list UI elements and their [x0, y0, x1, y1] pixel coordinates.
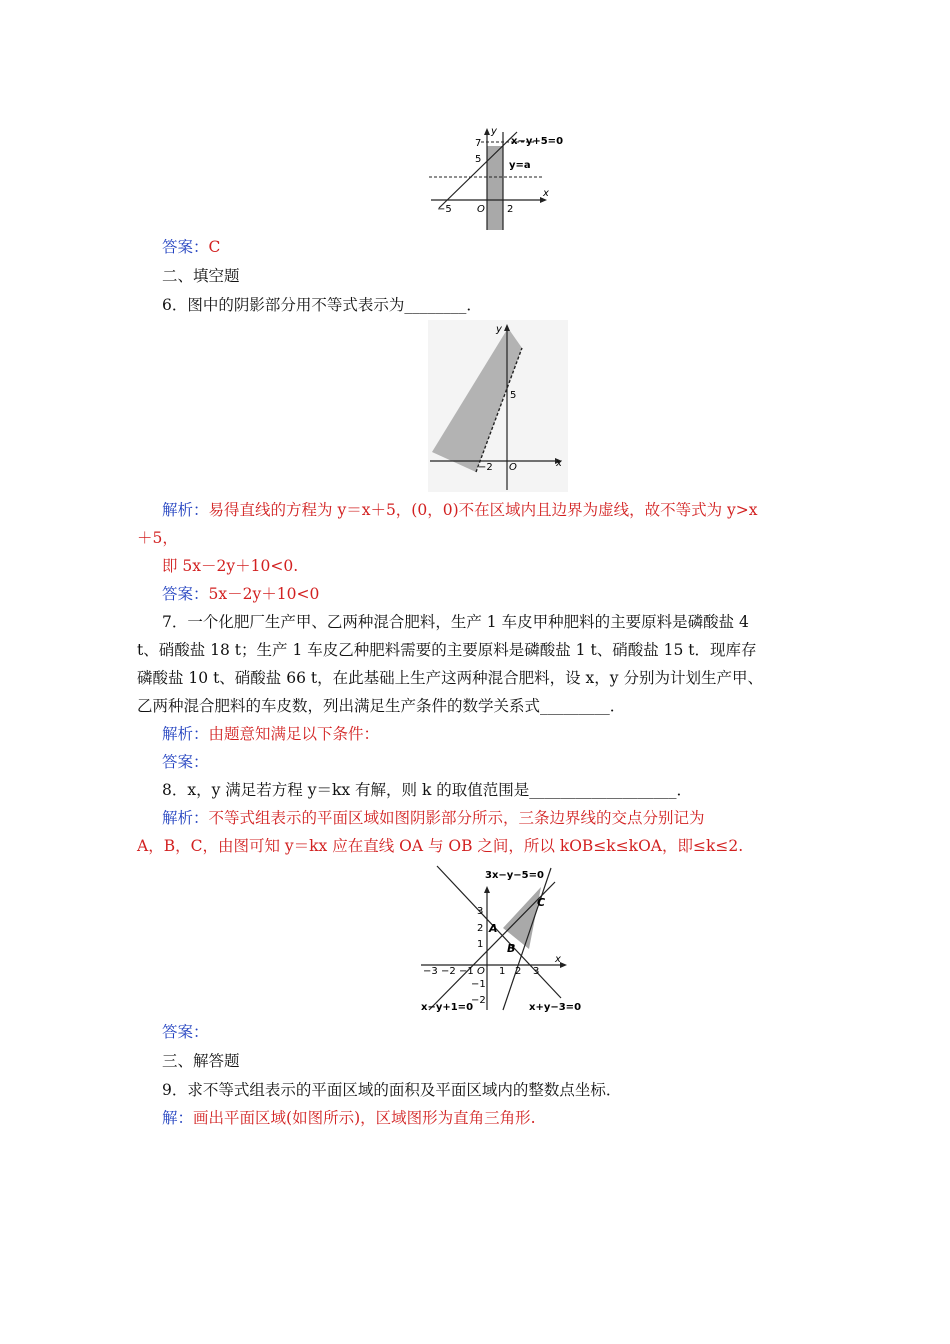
- tick-label-7: 7: [475, 138, 482, 149]
- y-axis-label: y: [491, 126, 497, 137]
- solution-label: 解：: [162, 1109, 194, 1127]
- figure-1-graph: [425, 126, 565, 230]
- ya-label: y=a: [509, 160, 531, 171]
- y-axis-arrow: [484, 128, 490, 135]
- q6-solution-line-2: ＋5，: [137, 529, 178, 547]
- q6-solution-line-3: 即 5x－2y＋10<0.: [162, 557, 299, 575]
- y-tick-neg1: −1: [471, 979, 486, 990]
- question-7-line-1: 7．一个化肥厂生产甲、乙两种混合肥料，生产 1 车皮甲种肥料的主要原料是磷酸盐 4: [162, 613, 749, 631]
- x-tick-3: 3: [533, 966, 540, 977]
- point-b-label: B: [507, 942, 516, 955]
- question-7-line-2: t、硝酸盐 18 t；生产 1 车皮乙种肥料需要的主要原料是磷酸盐 1 t、硝酸盐 15 t．现库存: [137, 641, 757, 659]
- figure-3-graph: [415, 862, 585, 1012]
- solution-label: 解析：: [162, 725, 209, 743]
- line-x-y-3: [437, 866, 561, 998]
- q6-answer: [162, 584, 319, 604]
- y-tick-neg2: −2: [471, 995, 486, 1006]
- x-tick-neg3: −3: [423, 966, 438, 977]
- tick-label-neg5: −5: [437, 204, 452, 215]
- q8-solution-line-2: A，B，C，由图可知 y＝kx 应在直线 OA 与 OB 之间，所以 kOB≤k≤kOA，即≤k≤2.: [137, 837, 744, 855]
- answer-label: 答案：: [162, 585, 209, 603]
- answer-value: C: [208, 238, 221, 256]
- x-tick-neg1: −1: [459, 966, 474, 977]
- solution-text: 由题意知满足以下条件：: [208, 725, 380, 743]
- right-line-label: x+y−3=0: [529, 1002, 582, 1012]
- point-c-label: C: [537, 896, 546, 909]
- origin-label: O: [477, 966, 485, 977]
- solution-text: 不等式组表示的平面区域如图阴影部分所示，三条边界线的交点分别记为: [208, 809, 705, 827]
- line-label: x−y+5=0: [511, 136, 564, 147]
- question-6: 6．图中的阴影部分用不等式表示为________．: [162, 296, 482, 314]
- question-7-line-3: 磷酸盐 10 t、硝酸盐 66 t，在此基础上生产这两种混合肥料，设 x，y 分别为计划生产甲、: [137, 669, 763, 687]
- figure-2-graph: [428, 320, 568, 492]
- answer-value: 5x－2y＋10<0: [208, 585, 320, 603]
- point-a-label: A: [489, 922, 498, 935]
- tick-label-2: 2: [507, 204, 514, 215]
- q8-answer-label: 答案：: [162, 1023, 209, 1041]
- solution-label: 解析：: [162, 809, 209, 827]
- x-tick-1: 1: [499, 966, 506, 977]
- q7-solution: [162, 724, 379, 744]
- question-8: 8．x，y 满足若方程 y＝kx 有解，则 k 的取值范围是___________________．: [162, 781, 693, 799]
- solution-text: 易得直线的方程为 y＝x＋5，(0，0)不在区域内且边界为虚线，故不等式为 y>x: [208, 501, 758, 519]
- top-line-label: 3x−y−5=0: [485, 870, 544, 881]
- x-axis-arrow: [560, 962, 567, 968]
- y-axis-arrow: [484, 886, 490, 893]
- x-tick-neg2: −2: [441, 966, 456, 977]
- x-tick-2: 2: [515, 966, 522, 977]
- section-heading-2: 二、填空题: [162, 267, 240, 285]
- line-3x-y-5: [503, 868, 551, 1010]
- y-tick-3: 3: [477, 906, 484, 917]
- q7-answer-label: 答案：: [162, 753, 209, 771]
- x-axis-label: x: [543, 188, 549, 199]
- q9-solution: [162, 1108, 536, 1128]
- q8-solution-line-1: [162, 808, 705, 828]
- answer-5: [162, 237, 220, 257]
- shaded-region: [503, 887, 541, 949]
- y-axis-label: y: [496, 324, 502, 335]
- answer-label: 答案：: [162, 238, 209, 256]
- tick-label-neg2: −2: [478, 462, 493, 473]
- origin-label: O: [509, 462, 517, 473]
- tick-label-5: 5: [510, 390, 517, 401]
- x-axis-label: x: [555, 954, 561, 965]
- left-line-label: x−y+1=0: [421, 1002, 474, 1012]
- x-axis-label: x: [556, 458, 562, 469]
- section-heading-3: 三、解答题: [162, 1052, 240, 1070]
- y-tick-2: 2: [477, 923, 484, 934]
- origin-label: O: [477, 204, 485, 215]
- question-9: 9．求不等式组表示的平面区域的面积及平面区域内的整数点坐标．: [162, 1081, 622, 1099]
- solution-label: 解析：: [162, 501, 209, 519]
- q6-solution-line-1: [162, 500, 758, 520]
- y-tick-1: 1: [477, 939, 484, 950]
- question-7-line-4: 乙两种混合肥料的车皮数，列出满足生产条件的数学关系式_________．: [137, 697, 626, 715]
- solution-text: 画出平面区域(如图所示)，区域图形为直角三角形.: [193, 1109, 536, 1127]
- tick-label-5: 5: [475, 154, 482, 165]
